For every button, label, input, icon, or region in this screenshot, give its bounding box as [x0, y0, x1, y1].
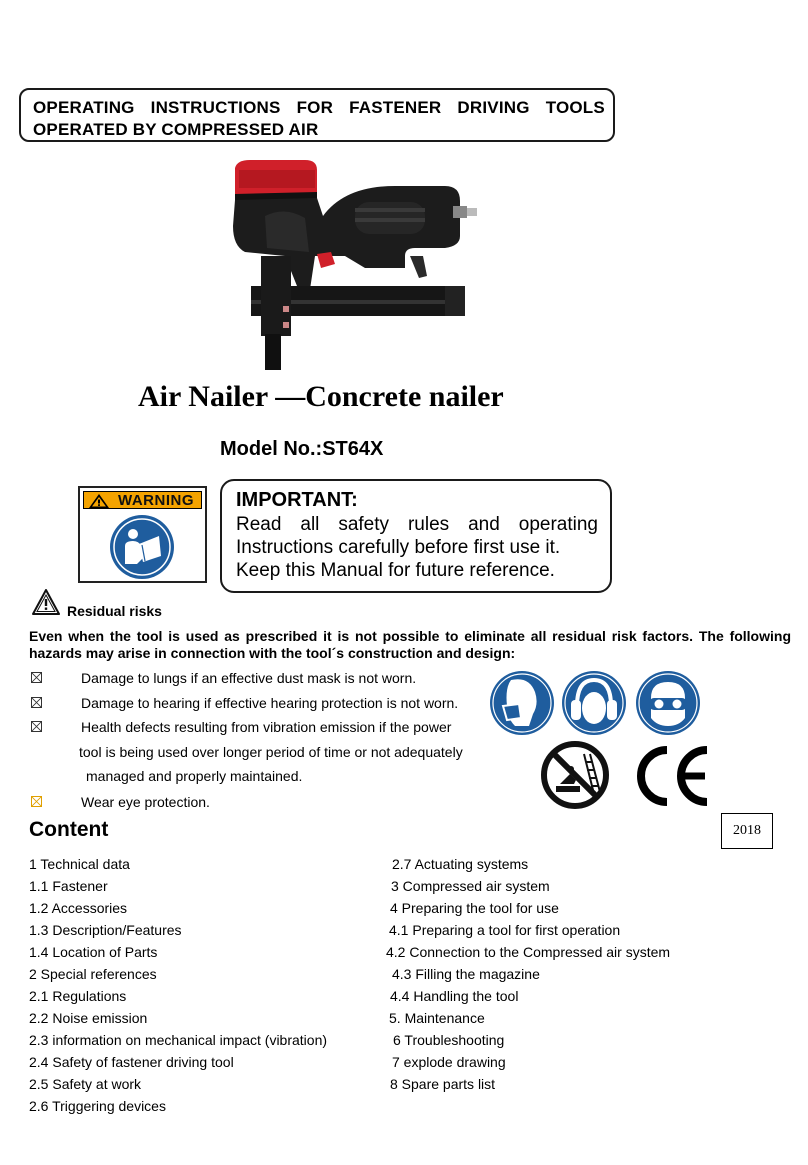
toc-item: 1.2 Accessories [29, 900, 128, 916]
header-word: DRIVING [457, 98, 530, 117]
content-title: Content [29, 818, 109, 841]
important-line: Instructions carefully before first use it. [236, 537, 561, 558]
toc-item: 8 Spare parts list [390, 1076, 496, 1092]
risk-bullet: Health defects resulting from vibration emission if the power [81, 719, 452, 735]
toc-item: 6 Troubleshooting [393, 1032, 505, 1048]
header-line-2: OPERATED BY COMPRESSED AIR [33, 120, 319, 139]
toc-item: 2.1 Regulations [29, 988, 127, 1004]
dust-mask-icon [489, 670, 555, 736]
toc-item: 2.7 Actuating systems [392, 856, 529, 872]
bullet-box-icon [31, 672, 42, 683]
important-line: Read all safety rules and operating [236, 514, 598, 535]
header-word: TOOLS [545, 98, 605, 117]
toc-item: 1 Technical data [29, 856, 130, 872]
bullet-box-icon [31, 721, 42, 732]
risk-bullet-continued: managed and properly maintained. [86, 768, 303, 784]
toc-item: 1.1 Fastener [29, 878, 108, 894]
no-ladder-icon [540, 740, 610, 810]
toc-item: 3 Compressed air system [391, 878, 550, 894]
important-notice [220, 479, 612, 593]
important-line: Keep this Manual for future reference. [236, 560, 555, 581]
header-word: FOR [296, 98, 334, 117]
toc-item: 7 explode drawing [392, 1054, 506, 1070]
toc-item: 2.3 information on mechanical impact (vibration) [29, 1032, 328, 1048]
header-word: INSTRUCTIONS [150, 98, 281, 117]
eye-protection-icon [635, 670, 701, 736]
warning-sign [78, 486, 207, 583]
toc-item: 2.6 Triggering devices [29, 1098, 166, 1114]
residual-intro-line: Even when the tool is used as prescribed it is not possible to eliminate all residual risk factors. The following [29, 628, 791, 644]
document-header [19, 88, 615, 142]
caution-triangle-icon [32, 589, 60, 615]
toc-item: 2.4 Safety of fastener driving tool [29, 1054, 234, 1070]
warning-triangle-icon [88, 493, 110, 509]
header-word: OPERATING [33, 98, 135, 117]
risk-bullet: Damage to lungs if an effective dust mask is not worn. [81, 670, 417, 686]
toc-item: 2 Special references [29, 966, 157, 982]
bullet-box-icon [31, 697, 42, 708]
important-title: IMPORTANT: [236, 489, 358, 511]
toc-item: 4 Preparing the tool for use [390, 900, 559, 916]
toc-item: 4.4 Handling the tool [390, 988, 519, 1004]
warning-label: WARNING [118, 492, 194, 509]
risk-bullet: Wear eye protection. [81, 794, 210, 810]
toc-item: 1.4 Location of Parts [29, 944, 158, 960]
toc-item: 4.2 Connection to the Compressed air system [386, 944, 671, 960]
ce-mark-icon [633, 746, 713, 806]
warning-banner [83, 491, 202, 509]
residual-risks-title: Residual risks [67, 603, 162, 619]
toc-item: 4.1 Preparing a tool for first operation [389, 922, 621, 938]
model-number: Model No.:ST64X [220, 438, 384, 460]
toc-item: 1.3 Description/Features [29, 922, 182, 938]
year-box: 2018 [721, 813, 773, 849]
residual-intro-line: hazards may arise in connection with the tool´s construction and design: [29, 645, 516, 661]
toc-item: 4.3 Filling the magazine [392, 966, 540, 982]
header-word: FASTENER [349, 98, 442, 117]
risk-bullet: Damage to hearing if effective hearing protection is not worn. [81, 695, 459, 711]
ear-protection-icon [561, 670, 627, 736]
risk-bullet-continued: tool is being used over longer period of time or not adequately [79, 744, 463, 760]
read-manual-icon [109, 514, 175, 580]
product-title: Air Nailer —Concrete nailer [138, 380, 504, 413]
toc-item: 5. Maintenance [389, 1010, 485, 1026]
bullet-box-icon [31, 796, 42, 807]
nail-gun-photo [205, 156, 480, 374]
header-line-1 [33, 98, 605, 118]
toc-item: 2.5 Safety at work [29, 1076, 142, 1092]
toc-item: 2.2 Noise emission [29, 1010, 148, 1026]
